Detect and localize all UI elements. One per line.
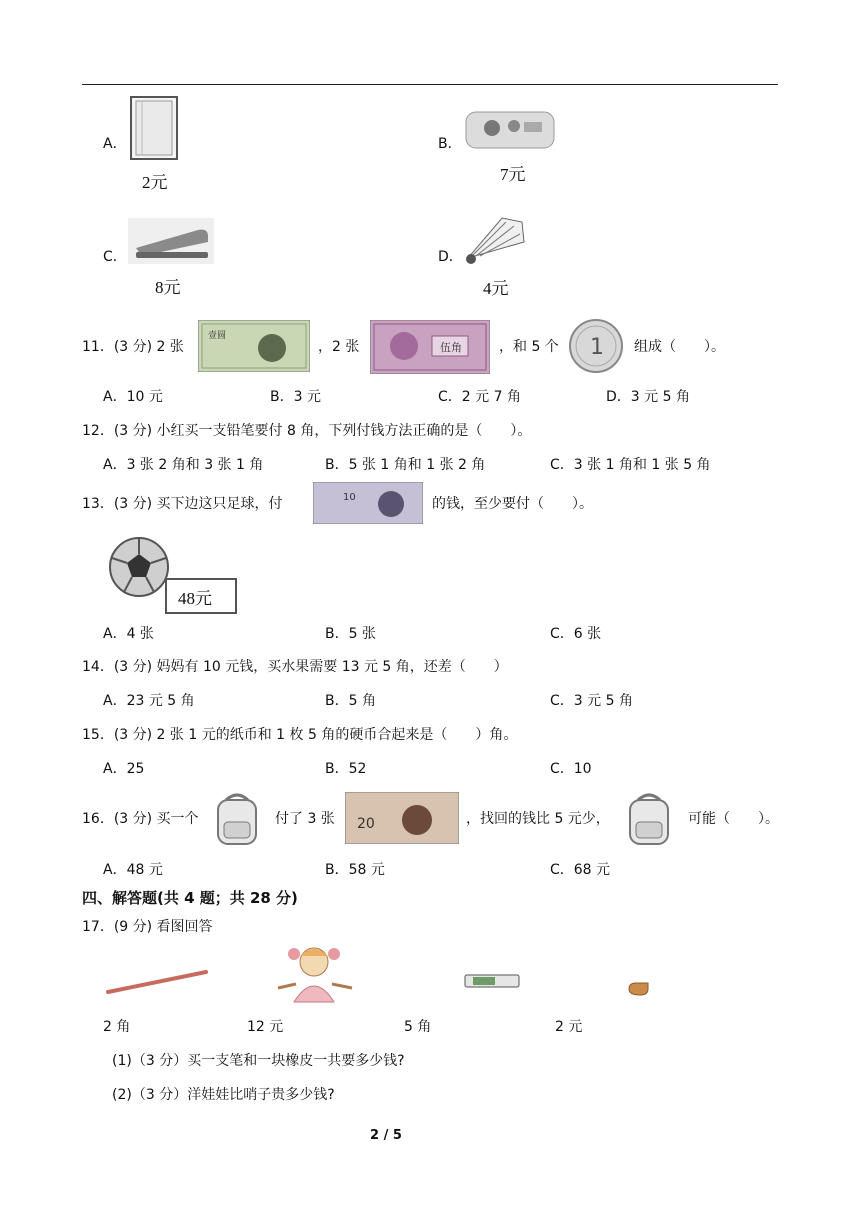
shuttlecock-icon [462,214,526,266]
five-jiao-note-label: 伍角 [440,341,462,354]
q10-price-d: 4元 [483,279,509,298]
q17-price-whistle: 2 元 [555,1019,583,1035]
page-number: 2 / 5 [370,1128,402,1143]
one-yuan-coin-image [568,318,624,374]
q17-stem: 17．(9 分) 看图回答 [82,919,213,935]
five-jiao-note-image [370,320,490,374]
q11-option-c[interactable]: C．2 元 7 角 [438,389,521,405]
doll-icon [264,944,370,1006]
q17-sub-question-2: (2)（3 分）洋娃娃比哨子贵多少钱? [112,1087,335,1103]
one-yuan-note-image [198,320,310,372]
soccer-ball-icon [108,536,170,598]
q11-stem-part3: ，和 5 个 [499,339,559,355]
q11-option-d[interactable]: D．3 元 5 角 [606,389,690,405]
q17-price-eraser: 5 角 [404,1019,432,1035]
q16-option-b[interactable]: B．58 元 [325,862,385,878]
q12-option-c[interactable]: C．3 张 1 角和 1 张 5 角 [550,457,711,473]
q10-option-b-letter[interactable]: B． [438,136,462,152]
q14-stem: 14．(3 分) 妈妈有 10 元钱，买水果需要 13 元 5 角，还差（ ） [82,659,508,675]
q14-option-a[interactable]: A．23 元 5 角 [103,693,195,709]
q16-stem-part3: ，找回的钱比 5 元少， [466,811,610,827]
q11-stem-part2: ，2 张 [318,339,360,355]
q13-soccer-price: 48元 [178,589,212,608]
q13-stem-part2: 的钱，至少要付（ ）。 [432,496,593,512]
q14-option-b[interactable]: B．5 角 [325,693,376,709]
backpack-icon [212,790,262,846]
ten-yuan-note-label: 10 [343,492,356,503]
q12-stem: 12．(3 分) 小红买一支铅笔要付 8 角，下列付钱方法正确的是（ ）。 [82,423,532,439]
notebook-icon [130,96,178,160]
q15-option-a[interactable]: A．25 [103,761,145,777]
twenty-yuan-note-image [345,792,459,844]
one-yuan-note-label: 壹圆 [208,331,227,341]
q10-option-a-letter[interactable]: A． [103,136,127,152]
q10-option-c-letter[interactable]: C． [103,249,127,265]
q15-stem: 15．(3 分) 2 张 1 元的纸币和 1 枚 5 角的硬币合起来是（ ）角。 [82,727,518,743]
q13-stem-part1: 13．(3 分) 买下边这只足球，付 [82,496,283,512]
eraser-icon [463,972,521,990]
q12-option-a[interactable]: A．3 张 2 角和 3 张 1 角 [103,457,264,473]
pen-icon [104,968,210,996]
header-rule [82,84,778,85]
stapler-icon [128,218,214,264]
q15-option-b[interactable]: B．52 [325,761,367,777]
section-heading: 四、解答题(共 4 题；共 28 分) [82,889,298,907]
backpack-icon [624,790,674,846]
q15-option-c[interactable]: C．10 [550,761,592,777]
q14-option-c[interactable]: C．3 元 5 角 [550,693,633,709]
q10-option-d-letter[interactable]: D． [438,249,463,265]
q17-sub-question-1: (1)（3 分）买一支笔和一块橡皮一共要多少钱? [112,1053,405,1069]
twenty-yuan-note-label: 20 [357,816,375,832]
q12-option-b[interactable]: B．5 张 1 角和 1 张 2 角 [325,457,486,473]
q11-option-a[interactable]: A．10 元 [103,389,163,405]
q16-stem-part2: 付了 3 张 [275,811,335,827]
q10-price-a: 2元 [142,173,168,192]
q16-stem-part4: 可能（ ）。 [688,811,779,827]
ten-yuan-note-image [313,482,423,524]
q16-option-a[interactable]: A．48 元 [103,862,163,878]
pencil-case-icon [464,104,556,154]
q13-option-a[interactable]: A．4 张 [103,626,154,642]
q10-price-c: 8元 [155,278,181,297]
q10-price-b: 7元 [500,165,526,184]
q11-stem-part1: 11．(3 分) 2 张 [82,339,184,355]
q16-option-c[interactable]: C．68 元 [550,862,611,878]
q11-stem-part4: 组成（ ）。 [634,339,725,355]
q17-price-pen: 2 角 [103,1019,131,1035]
q16-stem-part1: 16．(3 分) 买一个 [82,811,199,827]
q17-price-doll: 12 元 [247,1019,284,1035]
q13-option-b[interactable]: B．5 张 [325,626,376,642]
q13-option-c[interactable]: C．6 张 [550,626,602,642]
whistle-icon [626,980,652,998]
q11-option-b[interactable]: B．3 元 [270,389,321,405]
coin-label: 1 [590,335,604,360]
